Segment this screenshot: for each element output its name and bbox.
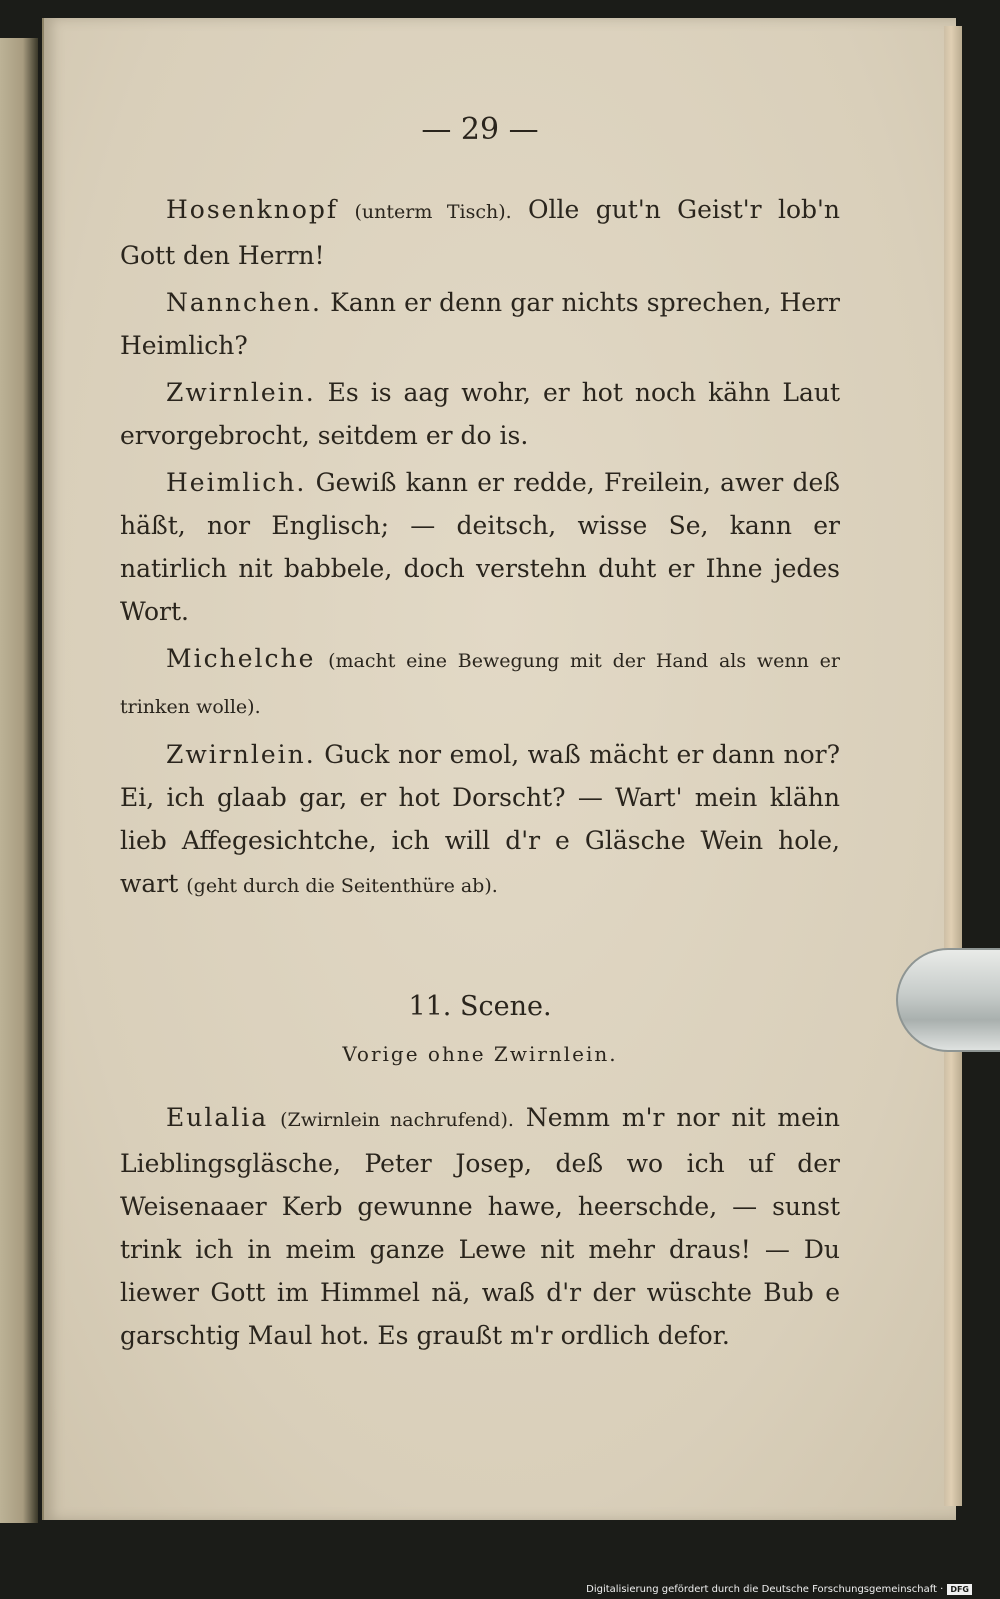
previous-page-edge <box>0 38 38 1523</box>
stage-direction: (unterm Tisch). <box>354 201 512 223</box>
scene-cast: Vorige ohne Zwirnlein. <box>342 1042 618 1066</box>
dfg-logo: DFG <box>947 1584 972 1595</box>
speaker-name: Zwirnlein. <box>166 740 316 769</box>
dialogue-text: Guck nor emol, waß mächt er dann nor? Ei, ich glaab gar, er hot Dorscht? — Wart' mein klähn lieb Affegesichtche, ich will d'r e Gläsche Wein hole, wart <box>120 740 841 898</box>
stage-direction: (Zwirnlein nachrufend). <box>280 1109 514 1131</box>
speaker-name: Zwirnlein. <box>166 378 316 407</box>
speaker-name: Eulalia <box>166 1103 269 1132</box>
dialogue-text: Nemm m'r nor nit mein Lieblingsgläsche, Peter Josep, deß wo ich uf der Weisenaaer Kerb gewunne hawe, heerschde, — sunst trink ich in meim ganze Lewe nit mehr draus! — Du liewer Gott im Himmel nä, waß d'r der wüschte Bub e garschtig Maul hot. Es graußt m'r ordlich defor. <box>120 1103 841 1350</box>
dialogue-paragraph <box>120 188 840 277</box>
speaker-name: Hosenknopf <box>166 195 339 224</box>
dialogue-paragraph <box>120 281 840 367</box>
scene-heading: 11. Scene. <box>408 991 552 1022</box>
section-gap <box>120 912 840 982</box>
book-clip <box>896 948 1000 1052</box>
dialogue-text: Es is aag wohr, er hot noch kähn Laut ervorgebrocht, seitdem er do is. <box>120 378 840 450</box>
dialogue-paragraph <box>120 461 840 633</box>
dialogue-paragraph <box>120 1096 840 1357</box>
stage-direction: (geht durch die Seitenthüre ab). <box>186 875 498 897</box>
speaker-name: Nannchen. <box>166 288 322 317</box>
dialogue-paragraph <box>120 733 840 908</box>
dialogue-paragraph <box>120 637 840 729</box>
dialogue-paragraph <box>120 371 840 457</box>
credit-text: Digitalisierung gefördert durch die Deutsche Forschungsgemeinschaft · <box>586 1584 944 1595</box>
page-text <box>120 188 840 1361</box>
digitization-credit <box>586 1584 972 1595</box>
dialogue-text: Kann er denn gar nichts sprechen, Herr Heimlich? <box>120 288 840 360</box>
speaker-name: Michelche <box>166 644 316 673</box>
dialogue-text: Gewiß kann er redde, Freilein, awer deß häßt, nor Englisch; — deitsch, wisse Se, kann er natirlich nit babbele, doch verstehn duht er Ihne jedes Wort. <box>120 468 840 626</box>
stage-direction: (macht eine Bewegung mit der Hand als wenn er trinken wolle). <box>120 650 840 718</box>
dialogue-text: Olle gut'n Geist'r lob'n Gott den Herrn! <box>120 195 841 270</box>
speaker-name: Heimlich. <box>166 468 307 497</box>
page-stack-edge <box>944 26 962 1506</box>
page-number: — 29 — <box>421 112 539 147</box>
